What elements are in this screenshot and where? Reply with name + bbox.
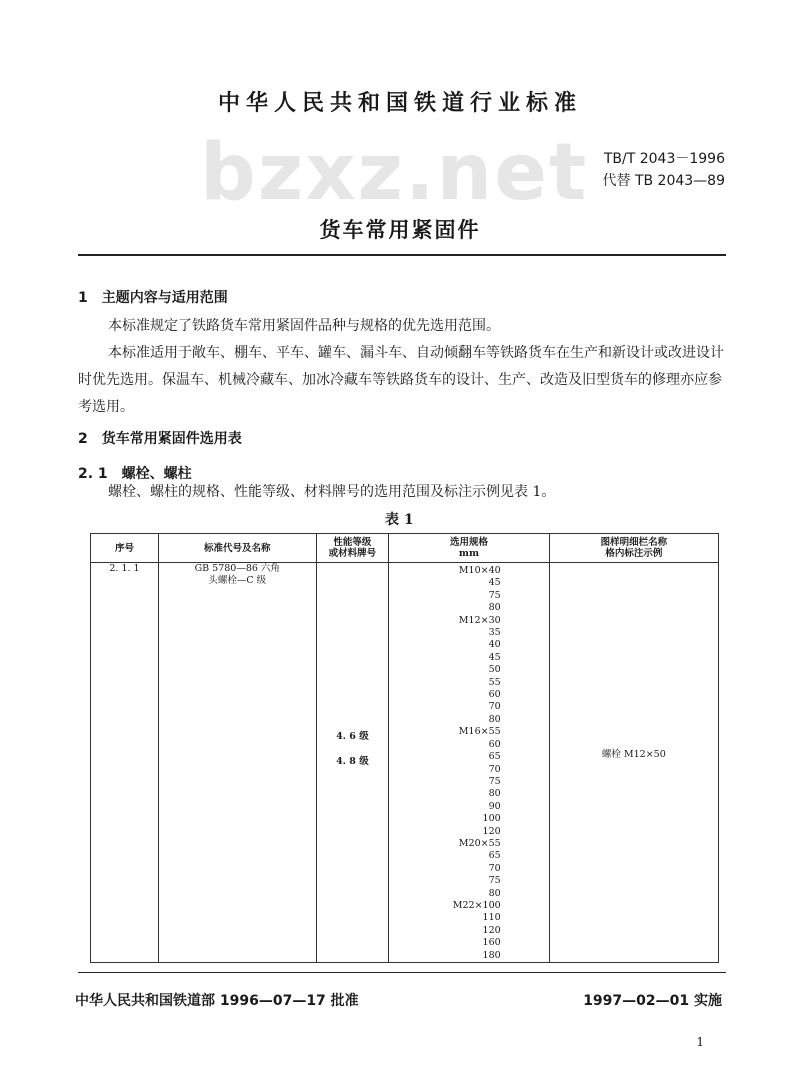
spec-value: 75 (488, 775, 501, 787)
spec-value: 120 (482, 825, 501, 837)
spec-value: 65 (488, 751, 501, 763)
cell-std-line-2: 头螺栓—C 级 (208, 575, 267, 587)
section-2-1-paragraph: 螺栓、螺柱的规格、性能等级、材料牌号的选用范围及标注示例见表 1。 (108, 484, 556, 500)
header-grade-line-1: 性能等级 (333, 537, 372, 548)
table-header-row (91, 534, 719, 563)
header-grade-line-2: 或材料牌号 (328, 548, 377, 559)
watermark-text: bzxz.net (200, 128, 589, 218)
header-spec-line-1: 选用规格 (449, 537, 488, 548)
standard-code-block (603, 148, 726, 192)
spec-value: 80 (488, 602, 501, 614)
table-row (91, 563, 719, 963)
replaces-code: 代替 TB 2043—89 (602, 173, 725, 189)
footer-rule (78, 972, 726, 973)
spec-value: 55 (488, 676, 501, 688)
spec-value: M22×100 (452, 899, 501, 911)
cell-seq: 2. 1. 1 (91, 563, 159, 963)
spec-value: 80 (488, 887, 501, 899)
spec-value: 70 (488, 862, 501, 874)
header-std: 标准代号及名称 (158, 534, 316, 563)
spec-value: 90 (488, 800, 501, 812)
header-note (549, 534, 718, 563)
section-1-paragraph-1: 本标准规定了铁路货车常用紧固件品种与规格的优先选用范围。 (108, 318, 500, 334)
standard-code: TB/T 2043－1996 (603, 151, 725, 167)
spec-value: 110 (482, 912, 501, 924)
spec-value: 100 (482, 813, 501, 825)
spec-value: 50 (488, 664, 501, 676)
spec-value: M20×55 (458, 837, 501, 849)
spec-value: 70 (488, 763, 501, 775)
spec-value: 70 (488, 701, 501, 713)
title-rule (78, 254, 726, 256)
header-seq: 序号 (91, 534, 159, 563)
spec-value: 65 (488, 850, 501, 862)
spec-value: 80 (488, 788, 501, 800)
header-spec-line-2: mm (458, 548, 480, 559)
issuing-organization: 中华人民共和国铁道行业标准 (217, 91, 582, 116)
spec-value: 160 (482, 937, 501, 949)
document-title: 货车常用紧固件 (319, 218, 481, 242)
section-1-heading: 1 主题内容与适用范围 (78, 290, 228, 306)
cell-std (158, 563, 316, 963)
cell-grade (316, 563, 389, 963)
header-note-line-2: 格内标注示例 (605, 548, 663, 559)
spec-value: 75 (488, 875, 501, 887)
spec-value: 45 (488, 577, 501, 589)
cell-note (549, 563, 718, 963)
section-1-paragraph-2: 本标准适用于敞车、棚车、平车、罐车、漏斗车、自动倾翻车等铁路货车在生产和新设计或改进设计时优先选用。保温车、机械冷藏车、加冰冷藏车等铁路货车的设计、生产、改造及旧型货车的修理亦应参考选用。 (78, 345, 724, 415)
spec-value: M12×30 (458, 614, 501, 626)
fastener-table (90, 533, 719, 963)
spec-value: 40 (488, 639, 501, 651)
spec-value: 180 (482, 949, 501, 961)
grade-value: 4. 6 级 (336, 731, 369, 742)
spec-value: 45 (488, 651, 501, 663)
spec-value: M16×55 (458, 726, 501, 738)
cell-specs (389, 563, 549, 963)
spec-value: 60 (488, 689, 501, 701)
section-2-heading: 2 货车常用紧固件选用表 (78, 431, 242, 447)
spec-value: 60 (488, 738, 501, 750)
spec-value: 80 (488, 713, 501, 725)
cell-std-line-1: GB 5780—86 六角 (194, 563, 280, 574)
grade-value: 4. 8 级 (336, 756, 369, 767)
section-2-1-heading: 2. 1 螺栓、螺柱 (78, 466, 192, 482)
table-caption: 表 1 (385, 512, 414, 528)
implementation-text: 1997—02—01 实施 (583, 993, 722, 1009)
spec-value: M10×40 (458, 565, 501, 576)
spec-value: 35 (488, 627, 501, 639)
header-note-line-1: 图样明细栏名称 (600, 537, 668, 548)
note-example: 螺栓 M12×50 (601, 749, 666, 760)
spec-value: 75 (488, 589, 501, 601)
header-grade (316, 534, 389, 563)
spec-value: 120 (482, 924, 501, 936)
header-spec (389, 534, 549, 563)
page-number: 1 (696, 1035, 704, 1049)
approval-text: 中华人民共和国铁道部 1996—07—17 批准 (75, 993, 359, 1009)
